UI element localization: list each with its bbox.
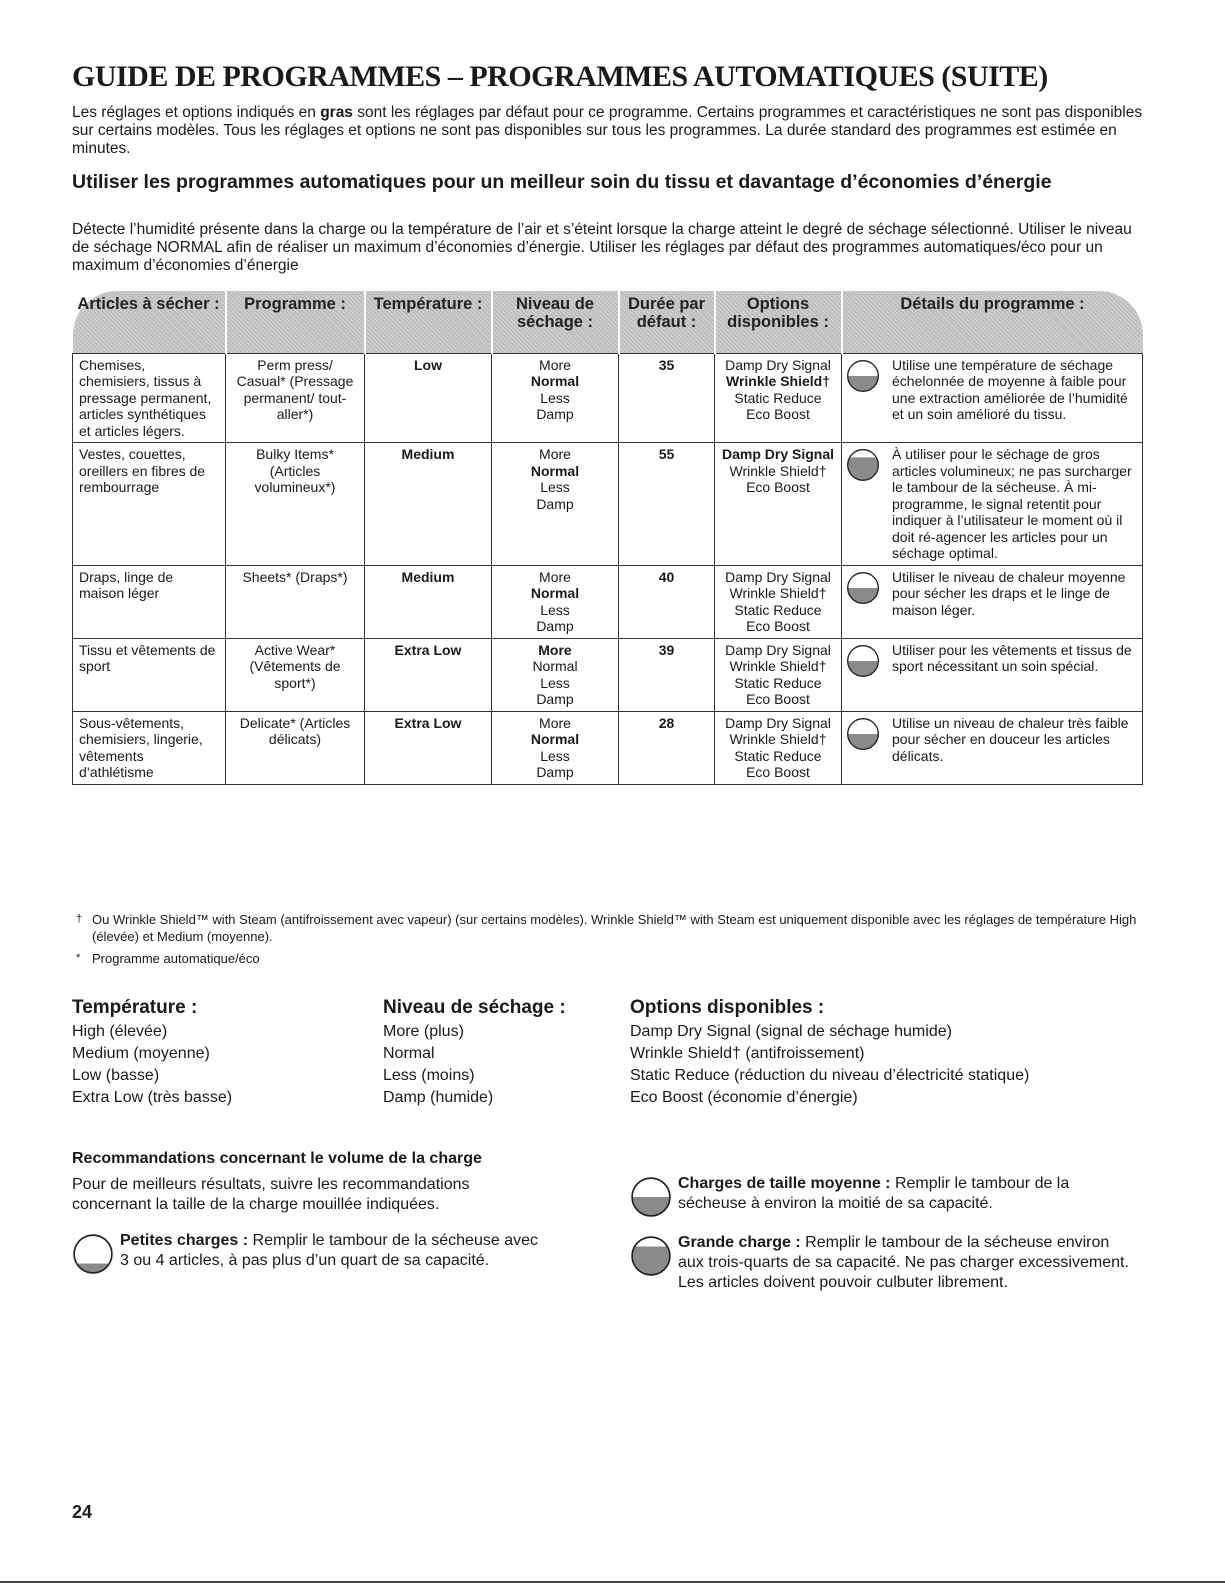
cell-temperature: Medium [365,565,492,638]
cell-options [715,353,842,443]
page-title: GUIDE DE PROGRAMMES – PROGRAMMES AUTOMATIQUES (SUITE) [72,60,1048,93]
legend-item: Less (moins) [383,1067,475,1084]
legend-item: High (élevée) [72,1023,168,1040]
dryness-level: Less [540,479,570,495]
footnote-asterisk [72,950,1152,967]
large-load-label: Grande charge : [678,1234,801,1251]
legend-item: Static Reduce (réduction du niveau d’électricité statique) [630,1067,1030,1084]
dryness-level: Normal [530,462,580,479]
details-text: Utiliser le niveau de chaleur moyenne pour sécher les draps et le linge de maison léger. [892,568,1126,618]
medium-load-block [630,1174,1130,1214]
footnote-text: Ou Wrinkle Shield™ with Steam (antifroissement avec vapeur) (sur certains modèles). Wrinkle Shield™ with Steam est uniquement disponible avec les réglages de température High (élevée) et Medium (moyenne). [92,912,1137,944]
option-item: Damp Dry Signal [725,641,831,658]
option-item: Static Reduce [734,674,822,691]
cell-temperature: Medium [365,443,492,566]
section-heading: Utiliser les programmes automatiques pour un meilleur soin du tissu et davantage d’économies d’énergie [72,171,1052,193]
details-text: Utiliser pour les vêtements et tissus de sport nécessitant un soin spécial. [892,641,1132,674]
dryness-level: Damp [536,764,574,780]
small-load-block [72,1231,542,1271]
table-row [73,443,1143,566]
dryness-level: More [538,641,572,658]
large-load-text: Remplir le tambour de la sécheuse environ aux trois-quarts de sa capacité. Ne pas charger excessivement. Les articles doivent pouvoir culbuter librement. [678,1234,1129,1291]
header-options: Options disponibles : [715,291,842,353]
cell-dryness-levels [492,353,619,443]
details-text: À utiliser pour le séchage de gros articles volumineux; ne pas surcharger le tambour de la sécheuse. À mi-programme, le signal retentit pour indiquer à l’utilisateur le moment où il doit ré-agencer les articles pour un séchage optimal. [892,446,1132,561]
small-load-text: Remplir le tambour de la sécheuse avec 3 ou 4 articles, à pas plus d’un quart de sa capacité. [120,1232,538,1269]
drum-fill-shape [848,661,879,676]
dryness-level: Damp [536,618,574,634]
legend-dryness [383,996,566,1109]
cell-articles: Draps, linge de maison léger [73,565,226,638]
cell-temperature: Extra Low [365,638,492,711]
option-item: Static Reduce [734,389,822,406]
cell-duration: 40 [619,565,715,638]
option-item: Eco Boost [746,479,810,495]
legend-title: Température : [72,997,198,1018]
cell-details [842,353,1143,443]
header-articles: Articles à sécher : [73,291,226,353]
dryness-level: Damp [536,691,574,707]
table-body [73,353,1143,784]
dryness-level: Less [540,389,570,406]
cell-dryness-levels [492,443,619,566]
legend-item: Normal [383,1045,435,1062]
legend-item: Extra Low (très basse) [72,1089,233,1106]
cell-details [842,711,1143,784]
dryness-level: Normal [530,585,580,601]
option-item: Wrinkle Shield† [726,373,830,389]
large-load-icon [630,1235,672,1277]
legend-item: Eco Boost (économie d’énergie) [630,1089,858,1106]
option-item: Wrinkle Shield† [729,731,827,747]
legend-item: Wrinkle Shield† (antifroissement) [630,1045,865,1062]
legend-item: More (plus) [383,1023,464,1040]
drum-fill-shape [848,588,879,603]
header-details: Détails du programme : [842,291,1143,353]
option-item: Wrinkle Shield† [729,658,827,674]
cell-programme: Delicate* (Articles délicats) [226,711,365,784]
drum-fill-shape [848,376,879,391]
program-table-wrapper [72,291,1142,785]
header-default-duration: Durée par défaut : [619,291,715,353]
footnote-text: Programme automatique/éco [92,951,260,966]
footnote-dagger [72,911,1152,945]
cell-options [715,565,842,638]
header-programme: Programme : [226,291,365,353]
details-text: Utilise un niveau de chaleur très faible pour sécher en douceur les articles délicats. [892,714,1129,764]
option-item: Wrinkle Shield† [729,585,827,601]
medium-load-icon [630,1176,672,1218]
small-load-label: Petites charges : [120,1232,249,1249]
option-item: Damp Dry Signal [721,446,835,462]
cell-duration: 28 [619,711,715,784]
header-dryness-level: Niveau de séchage : [492,291,619,353]
cell-options [715,638,842,711]
legend-options [630,996,1029,1109]
medium-load-label: Charges de taille moyenne : [678,1175,891,1192]
cell-articles: Vestes, couettes, oreillers en fibres de rembourrage [73,443,226,566]
legend-item: Damp Dry Signal (signal de séchage humide) [630,1023,952,1040]
cell-duration: 39 [619,638,715,711]
legend-temperature [72,996,232,1109]
option-item: Static Reduce [734,601,822,618]
dryness-level: Normal [530,373,580,389]
details-text: Utilise une température de séchage échelonnée de moyenne à faible pour une extraction améliorée de l’humidité et un soin amélioré du tissu. [892,356,1128,422]
cell-programme: Active Wear* (Vêtements de sport*) [226,638,365,711]
cell-temperature: Extra Low [365,711,492,784]
legend-item: Damp (humide) [383,1089,494,1106]
table-row [73,353,1143,443]
drum-fill-shape [848,734,879,749]
cell-dryness-levels [492,565,619,638]
cell-details [842,443,1143,566]
program-table [72,291,1143,785]
footnotes [72,911,1152,972]
option-item: Wrinkle Shield† [729,462,827,479]
table-header-row [73,291,1143,353]
option-item: Eco Boost [746,406,810,422]
medium-load-icon [846,644,880,678]
legend-title: Niveau de séchage : [383,997,566,1018]
medium-load-icon [846,359,880,393]
cell-programme: Bulky Items* (Articles volumineux*) [226,443,365,566]
cell-dryness-levels [492,638,619,711]
footnote-mark: † [76,913,83,925]
cell-programme: Sheets* (Draps*) [226,565,365,638]
small-load-icon [72,1233,114,1275]
legend-item: Medium (moyenne) [72,1045,210,1062]
drum-fill-shape [632,1197,670,1216]
option-item: Static Reduce [734,747,822,764]
cell-dryness-levels [492,711,619,784]
legend-title: Options disponibles : [630,997,825,1018]
option-item: Eco Boost [746,764,810,780]
option-item: Damp Dry Signal [725,568,831,585]
table-row [73,711,1143,784]
table-row [73,638,1143,711]
cell-articles: Chemises, chemisiers, tissus à pressage permanent, articles synthétiques et articles légers. [73,353,226,443]
recommendations-heading: Recommandations concernant le volume de la charge [72,1150,482,1167]
footnote-mark: * [76,952,81,964]
cell-details [842,565,1143,638]
legend-item: Low (basse) [72,1067,160,1084]
dryness-level: More [539,356,571,373]
dryness-level: Less [540,747,570,764]
option-item: Damp Dry Signal [725,714,831,731]
cell-articles: Sous-vêtements, chemisiers, lingerie, vêtements d’athlétisme [73,711,226,784]
section-description: Détecte l’humidité présente dans la charge ou la température de l’air et s’éteint lorsque la charge atteint le degré de séchage sélectionné. Utiliser le niveau de séchage NORMAL afin de réaliser un maximum d’économies d’énergie. Utiliser les réglages par défaut des programmes automatiques/éco pour un maximum d’économies d’énergie [72,221,1132,274]
cell-details [842,638,1143,711]
cell-programme: Perm press/ Casual* (Pressage permanent/ tout-aller*) [226,353,365,443]
large-load-icon [846,448,880,482]
cell-options [715,443,842,566]
dryness-level: More [539,714,571,731]
cell-duration: 35 [619,353,715,443]
intro-paragraph: Les réglages et options indiqués en gras sont les réglages par défaut pour ce programme. Certains programmes et caractéristiques ne sont pas disponibles sur certains modèles. Tous les réglages et options ne sont pas disponibles sur tous les programmes. La durée standard des programmes est estimée en minutes. [72,104,1143,157]
option-item: Damp Dry Signal [725,356,831,373]
medium-load-text: Remplir le tambour de la sécheuse à environ la moitié de sa capacité. [678,1175,1070,1212]
table-row [73,565,1143,638]
dryness-level: Normal [530,731,580,747]
dryness-level: Less [540,601,570,618]
dryness-level: Damp [536,406,574,422]
dryness-level: Damp [536,495,574,512]
header-temperature: Température : [365,291,492,353]
large-load-block [630,1233,1130,1293]
dryness-level: More [539,446,571,462]
cell-duration: 55 [619,443,715,566]
dryness-level: More [539,568,571,585]
cell-options [715,711,842,784]
cell-articles: Tissu et vêtements de sport [73,638,226,711]
recommendations-text: Pour de meilleurs résultats, suivre les recommandations concernant la taille de la charge mouillée indiquées. [72,1176,470,1213]
dryness-level: Less [540,674,570,691]
bottom-rule [0,1581,1225,1583]
page-number: 24 [72,1502,93,1522]
medium-load-icon [846,571,880,605]
dryness-level: Normal [532,658,578,674]
option-item: Eco Boost [746,618,810,634]
cell-temperature: Low [365,353,492,443]
medium-load-icon [846,717,880,751]
option-item: Eco Boost [746,691,810,707]
